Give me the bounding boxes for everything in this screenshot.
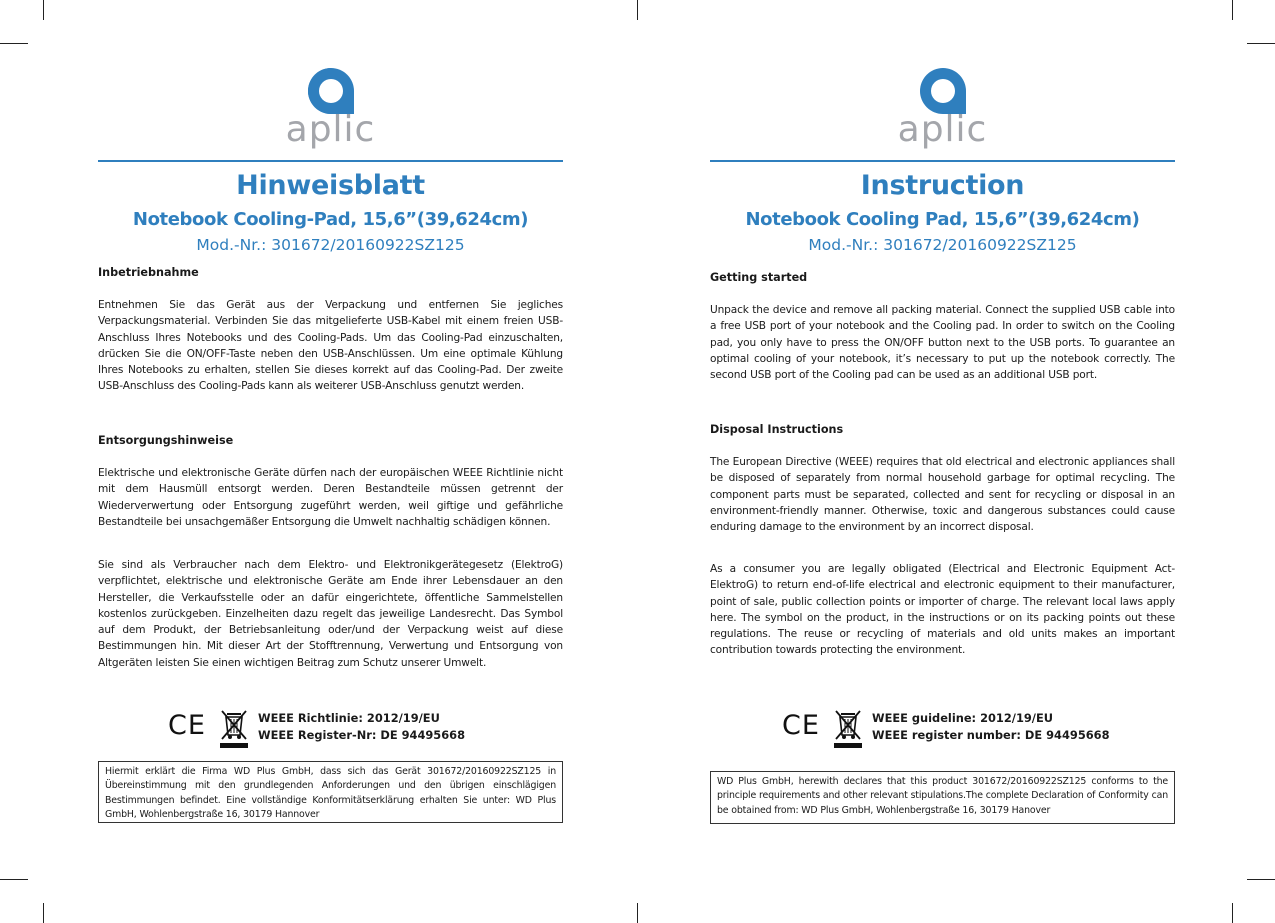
product-name: Notebook Cooling Pad, 15,6”(39,624cm) — [745, 209, 1140, 230]
section-text-setup: Unpack the device and remove all packing material. Connect the supplied USB cable into a free USB port of your notebook and the Cooling pad. In order to switch on the Cooling pad, you only have to press the ON/OFF button next to the USB ports. To guarantee an optimal cooling of your notebook, it’s necessary to put up the notebook correctly. The second USB port of the Cooling pad can be used as an additional USB port. — [710, 304, 1175, 381]
weee-info — [710, 709, 1175, 751]
weee-text — [872, 710, 1110, 744]
weee-register-number: WEEE Register-Nr: DE 94495668 — [258, 728, 466, 742]
header-rule — [98, 160, 563, 162]
brand-wordmark: aplic — [285, 109, 376, 150]
model-number: Mod.-Nr.: 301672/20160922SZ125 — [196, 236, 465, 254]
crop-mark — [1247, 43, 1275, 44]
page-title: Instruction — [860, 170, 1025, 201]
model-number: Mod.-Nr.: 301672/20160922SZ125 — [808, 236, 1077, 254]
weee-text — [258, 710, 465, 744]
section-text-setup: Entnehmen Sie das Gerät aus der Verpackung und entfernen Sie jegliches Verpackungsmaterial. Verbinden Sie das mitgelieferte USB-Kabel mit einem freien USB-Anschluss Ihres Notebooks und des Cooling-Pads. Um das Cooling-Pad einzuschalten, drücken Sie die ON/OFF-Taste neben den USB-Anschlüssen. Um eine optimale Kühlung Ihres Notebooks zu erhalten, stellen Sie dieses korrekt auf das Cooling-Pad. Der zweite USB-Anschluss des Cooling-Pads kann als weiterer USB-Anschluss genutzt werden. — [98, 299, 563, 393]
weee-bin-icon — [834, 709, 862, 749]
page-title: Hinweisblatt — [236, 170, 425, 201]
brand-logo — [271, 60, 391, 160]
section-heading-setup: Getting started — [710, 271, 808, 284]
crop-mark — [1232, 0, 1233, 20]
weee-info — [98, 709, 563, 751]
brand-logo — [883, 60, 1003, 160]
crop-mark — [0, 43, 28, 44]
ce-mark: CE — [168, 710, 206, 741]
section-text-disposal-1: The European Directive (WEEE) requires that old electrical and electronic appliances shall be disposed of separately from normal household garbage for optimal recycling. The component parts must be separated, collected and sent for recycling or disposal in an environment-friendly manner. Otherwise, toxic and dangerous substances could cause enduring damage to the environment by an incorrect disposal. — [710, 456, 1175, 533]
crop-mark — [1232, 903, 1233, 923]
weee-directive: WEEE Richtlinie: 2012/19/EU — [258, 711, 440, 725]
section-heading-disposal: Disposal Instructions — [710, 423, 844, 436]
header-rule — [710, 160, 1175, 162]
ce-mark: CE — [782, 710, 820, 741]
crop-mark — [43, 0, 44, 20]
product-name: Notebook Cooling-Pad, 15,6”(39,624cm) — [132, 209, 529, 230]
brand-wordmark: aplic — [897, 109, 988, 150]
declaration-of-conformity: Hiermit erklärt die Firma WD Plus GmbH, dass sich das Gerät 301672/20160922SZ125 in Übereinstimmung mit den grundlegenden Anforderungen und den übrigen einschlägigen Bestimmungen befindet. Eine vollständige Konformitätserklärung erhalten Sie unter: WD Plus GmbH, Wohlenbergstraße 16, 30179 Hannover — [98, 761, 563, 823]
crop-mark — [637, 903, 638, 923]
declaration-of-conformity: WD Plus GmbH, herewith declares that this product 301672/20160922SZ125 conforms to the principle requirements and other relevant stipulations.The complete Declaration of Conformity can be obtained from: WD Plus GmbH, Wohlenbergstraße 16, 30179 Hanover — [710, 771, 1175, 824]
section-text-disposal-2: Sie sind als Verbraucher nach dem Elektro- und Elektronikgerätegesetz (ElektroG) verpflichtet, elektrische und elektronische Geräte am Ende ihrer Lebensdauer an den Hersteller, die Verkaufsstelle oder an dafür eingerichtete, öffentliche Sammelstellen kostenlos zurückgeben. Einzelheiten dazu regelt das jeweilige Landesrecht. Das Symbol auf dem Produkt, der Betriebsanleitung oder/und der Verpackung weist auf diese Bestimmungen hin. Mit dieser Art der Stofftrennung, Verwertung und Entsorgung von Altgeräten leisten Sie einen wichtigen Beitrag zum Schutz unserer Umwelt. — [98, 559, 563, 669]
section-heading-setup: Inbetriebnahme — [98, 266, 199, 279]
crop-mark — [1247, 879, 1275, 880]
section-text-disposal-2: As a consumer you are legally obligated (Electrical and Electronic Equipment Act-ElektroG) to return end-of-life electrical and electronic equipment to their manufacturer, point of sale, public collection points or importer of charge. The relevant local laws apply here. The symbol on the product, in the instructions or on its packing points out these regulations. The reuse or recycling of materials and old units makes an important contribution towards protecting the environment. — [710, 563, 1175, 657]
crop-mark — [637, 0, 638, 20]
weee-directive: WEEE guideline: 2012/19/EU — [872, 711, 1053, 725]
section-text-disposal-1: Elektrische und elektronische Geräte dürfen nach der europäischen WEEE Richtlinie nicht mit dem Hausmüll entsorgt werden. Deren Bestandteile müssen getrennt der Wiederverwertung oder Entsorgung zugeführt werden, weil giftige und gefährliche Bestandteile bei unsachgemäßer Entsorgung die Umwelt nachhaltig schädigen können. — [98, 467, 563, 528]
section-heading-disposal: Entsorgungshinweise — [98, 434, 234, 447]
weee-register-number: WEEE register number: DE 94495668 — [872, 728, 1110, 742]
weee-bin-icon — [220, 709, 248, 749]
crop-mark — [43, 903, 44, 923]
crop-mark — [0, 879, 28, 880]
